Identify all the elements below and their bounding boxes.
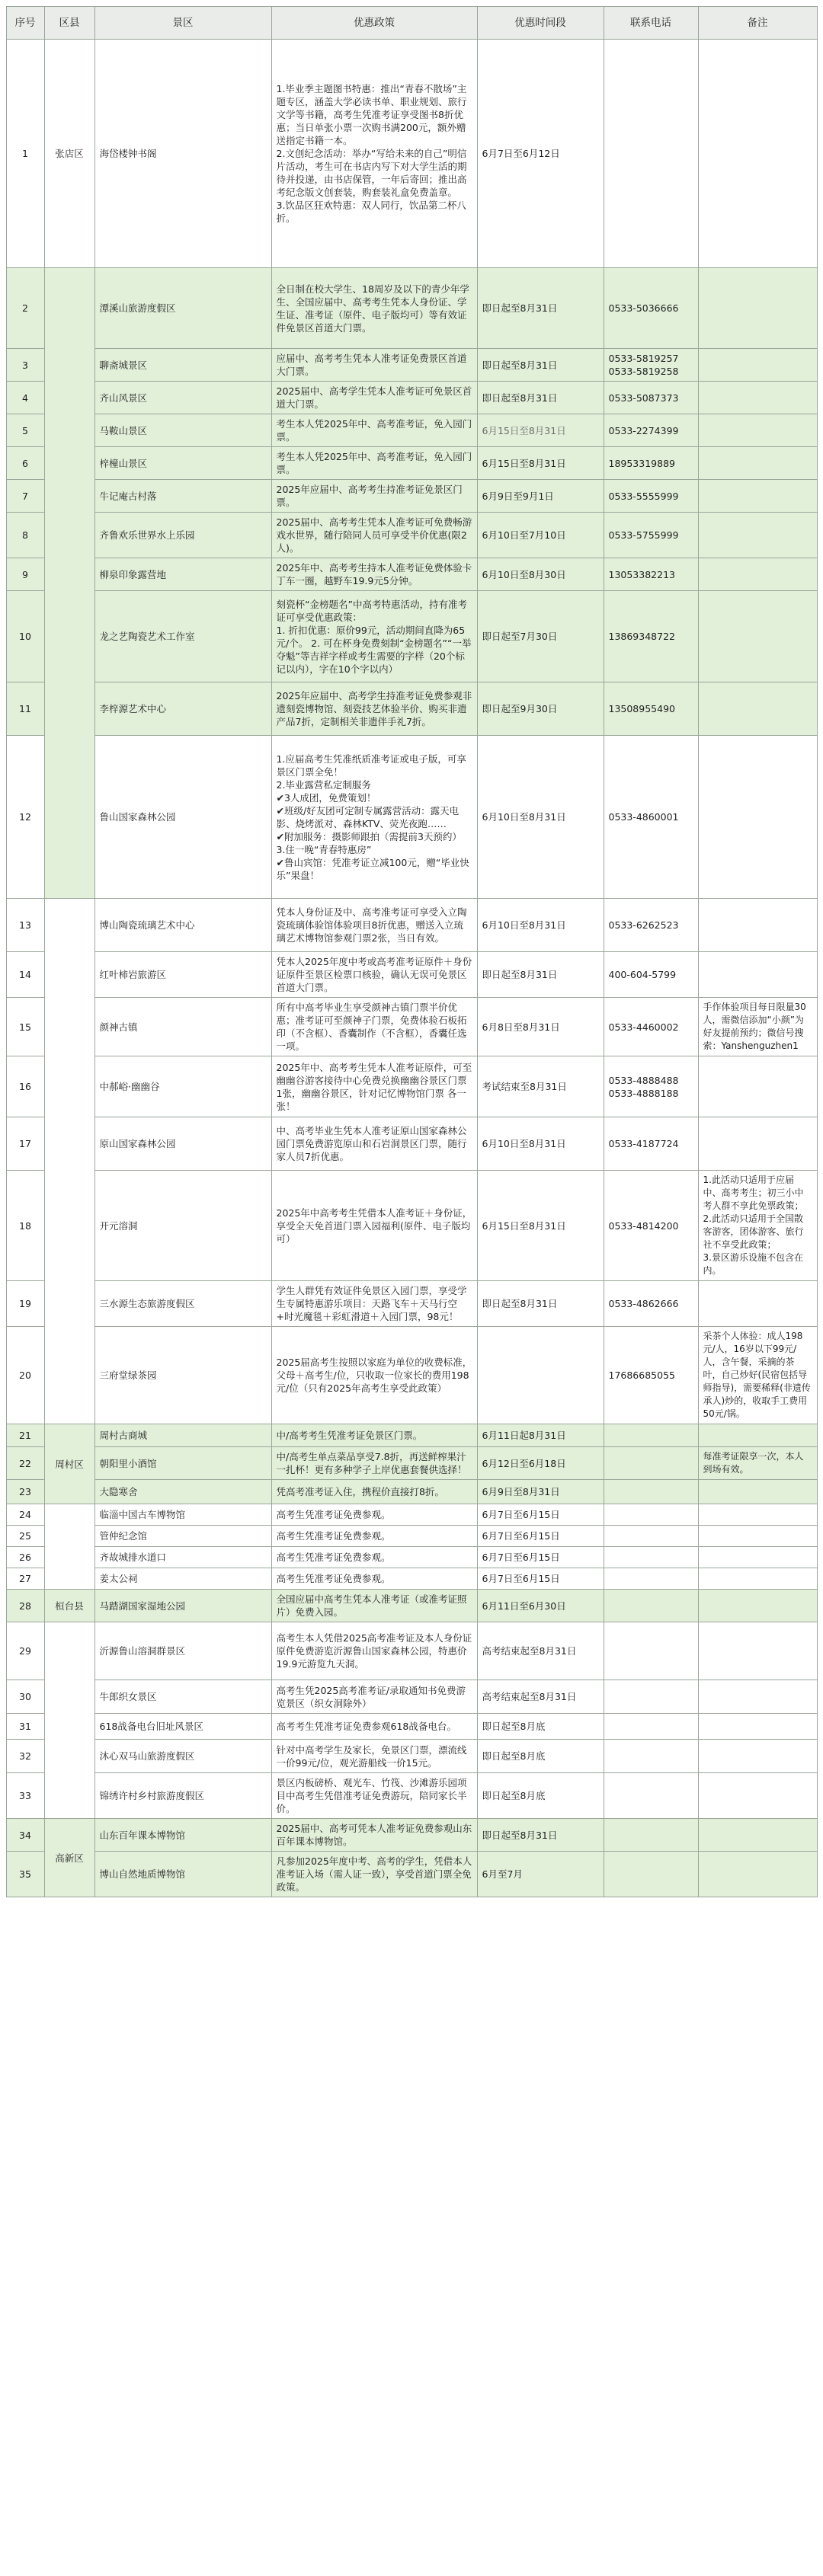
discount-policy: 2025年中高考考生凭借本人准考证＋身份证，享受全天免首道门票入园福利(原件、电子版均可） — [271, 1171, 477, 1281]
scenic-spot-name: 姜太公祠 — [94, 1568, 271, 1590]
discount-period: 6月9日至9月1日 — [477, 480, 604, 513]
scenic-spot-name: 梓橦山景区 — [94, 447, 271, 480]
contact-phone — [604, 1819, 698, 1852]
row-number: 23 — [6, 1480, 44, 1504]
scenic-spot-name: 柳泉印象露营地 — [94, 558, 271, 591]
remark — [698, 414, 817, 447]
remark — [698, 736, 817, 899]
remark — [698, 1773, 817, 1819]
table-row — [6, 1714, 817, 1740]
remark — [698, 1281, 817, 1327]
table-row — [6, 1056, 817, 1117]
scenic-spot-name: 管仲纪念馆 — [94, 1526, 271, 1547]
remark — [698, 1714, 817, 1740]
contact-phone — [604, 1852, 698, 1897]
remark — [698, 1117, 817, 1171]
discount-period: 高考结束起至8月31日 — [477, 1680, 604, 1714]
discount-period: 6月7日至6月15日 — [477, 1568, 604, 1590]
discount-period: 即日起至8月底 — [477, 1714, 604, 1740]
contact-phone: 0533-6262523 — [604, 899, 698, 952]
table-row — [6, 1819, 817, 1852]
discount-period: 即日起至8月31日 — [477, 268, 604, 349]
contact-phone — [604, 1447, 698, 1480]
discount-period: 6月11日起8月31日 — [477, 1424, 604, 1447]
row-number: 22 — [6, 1447, 44, 1480]
county-cell — [44, 1504, 94, 1590]
table-row — [6, 268, 817, 349]
scenic-spot-name: 博山自然地质博物馆 — [94, 1852, 271, 1897]
discount-policy: 2025届高考生按照以家庭为单位的收费标准，父母＋高考生/位，只收取一位家长的费用198元/位（只有2025年高考生享受此政策） — [271, 1327, 477, 1424]
table-row — [6, 447, 817, 480]
row-number: 27 — [6, 1568, 44, 1590]
scenic-spot-name: 周村古商城 — [94, 1424, 271, 1447]
discount-policy: 高考生凭2025高考准考证/录取通知书免费游览景区（织女洞除外） — [271, 1680, 477, 1714]
discount-period: 即日起至7月30日 — [477, 591, 604, 682]
discount-policy: 凭本人2025年度中考或高考准考证原件＋身份证原件至景区检票口核验，确认无误可免景区首道大门票。 — [271, 952, 477, 998]
remark — [698, 558, 817, 591]
remark — [698, 682, 817, 736]
contact-phone — [604, 1590, 698, 1622]
discount-period — [477, 1327, 604, 1424]
row-number: 3 — [6, 349, 44, 382]
row-number: 14 — [6, 952, 44, 998]
remark — [698, 1568, 817, 1590]
scenic-spot-name: 博山陶瓷琉璃艺术中心 — [94, 899, 271, 952]
remark — [698, 952, 817, 998]
discount-period: 即日起至8月31日 — [477, 1819, 604, 1852]
table-row — [6, 899, 817, 952]
contact-phone — [604, 1504, 698, 1526]
remark — [698, 1056, 817, 1117]
discount-policy: 凭高考准考证入住，携程价直接打8折。 — [271, 1480, 477, 1504]
table-row — [6, 952, 817, 998]
contact-phone — [604, 1714, 698, 1740]
table-row — [6, 1526, 817, 1547]
contact-phone: 0533-4860001 — [604, 736, 698, 899]
scenic-spot-name: 马鞍山景区 — [94, 414, 271, 447]
table-row — [6, 382, 817, 414]
scenic-spot-name: 开元溶洞 — [94, 1171, 271, 1281]
row-number: 15 — [6, 998, 44, 1056]
discount-period: 6月15日至8月31日 — [477, 1171, 604, 1281]
scenic-spot-name: 三府堂绿茶园 — [94, 1327, 271, 1424]
remark — [698, 1526, 817, 1547]
contact-phone — [604, 1622, 698, 1680]
row-number: 28 — [6, 1590, 44, 1622]
scenic-spot-name: 大隐寒舍 — [94, 1480, 271, 1504]
scenic-spot-name: 马踏湖国家湿地公园 — [94, 1590, 271, 1622]
contact-phone: 0533-4460002 — [604, 998, 698, 1056]
scenic-spot-name: 聊斋城景区 — [94, 349, 271, 382]
scenic-spot-name: 三水源生态旅游度假区 — [94, 1281, 271, 1327]
discount-policy: 2025届中、高考学生凭本人准考证可免景区首道大门票。 — [271, 382, 477, 414]
table-row — [6, 682, 817, 736]
discount-policy: 学生人群凭有效证件免景区入园门票，享受学生专属特惠游乐项目：天路飞车＋天马行空+时光魔毯＋彩虹滑道＋入园门票，98元！ — [271, 1281, 477, 1327]
remark — [698, 1424, 817, 1447]
contact-phone: 13508955490 — [604, 682, 698, 736]
contact-phone — [604, 1680, 698, 1714]
remark — [698, 1480, 817, 1504]
remark: 1.此活动只适用于应届中、高考考生；初三小中考人群不享此免票政策； 2.此活动只适用于全国散客游客，团体游客、旅行社不享受此政策； 3.景区游乐设施不包含在内。 — [698, 1171, 817, 1281]
remark — [698, 1740, 817, 1773]
header-scenic: 景区 — [94, 7, 271, 40]
scenic-spot-name: 红叶柿岩旅游区 — [94, 952, 271, 998]
row-number: 5 — [6, 414, 44, 447]
row-number: 17 — [6, 1117, 44, 1171]
discount-period: 即日起至8月31日 — [477, 1281, 604, 1327]
row-number: 10 — [6, 591, 44, 682]
row-number: 32 — [6, 1740, 44, 1773]
discount-policy: 考生本人凭2025年中、高考准考证，免入园门票。 — [271, 414, 477, 447]
remark — [698, 899, 817, 952]
discount-policy: 凭本人身份证及中、高考准考证可享受入立陶瓷琉璃体验馆体验项目8折优惠，赠送入立琉璃艺术博物馆参观门票2张，当日有效。 — [271, 899, 477, 952]
discount-policy: 2025年应届中、高考学生持准考证免费参观非遗刻瓷博物馆、刻瓷技艺体验半价、购买非遗产品7折，定制相关非遗伴手礼7折。 — [271, 682, 477, 736]
county-cell: 周村区 — [44, 1424, 94, 1504]
discount-policy: 全国应届中高考生凭本人准考证（或准考证照片）免费入园。 — [271, 1590, 477, 1622]
header-phone: 联系电话 — [604, 7, 698, 40]
row-number: 9 — [6, 558, 44, 591]
table-row — [6, 480, 817, 513]
row-number: 29 — [6, 1622, 44, 1680]
remark — [698, 40, 817, 268]
county-cell — [44, 899, 94, 1424]
discount-policy: 中/高考生单点菜品享受7.8折，再送鲜榨果汁一扎杯！更有多种学子上岸优惠套餐供选择！ — [271, 1447, 477, 1480]
discount-policy: 2025届中、高考可凭本人准考证免费参观山东百年课本博物馆。 — [271, 1819, 477, 1852]
table-row — [6, 1773, 817, 1819]
remark — [698, 1504, 817, 1526]
remark — [698, 382, 817, 414]
remark: 每准考证限享一次，本人到场有效。 — [698, 1447, 817, 1480]
discount-policy: 高考生凭准考证免费参观。 — [271, 1547, 477, 1568]
discount-period: 即日起至8月31日 — [477, 382, 604, 414]
discount-policy: 高考生凭准考证免费参观。 — [271, 1504, 477, 1526]
scenic-spot-name: 齐鲁欢乐世界水上乐园 — [94, 513, 271, 558]
header-county: 区县 — [44, 7, 94, 40]
county-cell: 高新区 — [44, 1819, 94, 1897]
contact-phone: 0533-5087373 — [604, 382, 698, 414]
row-number: 11 — [6, 682, 44, 736]
contact-phone: 13869348722 — [604, 591, 698, 682]
remark: 手作体验项目每日限量30人，需微信添加“小颜”为好友提前预约；微信号搜索：Yanshenguzhen1 — [698, 998, 817, 1056]
contact-phone — [604, 1568, 698, 1590]
row-number: 26 — [6, 1547, 44, 1568]
header-no: 序号 — [6, 7, 44, 40]
table-row — [6, 1171, 817, 1281]
row-number: 7 — [6, 480, 44, 513]
remark — [698, 591, 817, 682]
header-policy: 优惠政策 — [271, 7, 477, 40]
discount-policy-table — [6, 6, 818, 1897]
row-number: 33 — [6, 1773, 44, 1819]
row-number: 4 — [6, 382, 44, 414]
contact-phone: 18953319889 — [604, 447, 698, 480]
scenic-spot-name: 中郝峪·幽幽谷 — [94, 1056, 271, 1117]
discount-period: 即日起至8月31日 — [477, 349, 604, 382]
discount-policy: 高考生本人凭借2025高考准考证及本人身份证原件免费游览沂源鲁山国家森林公园，特惠价19.9元游览九天洞。 — [271, 1622, 477, 1680]
table-row — [6, 1680, 817, 1714]
scenic-spot-name: 颜神古镇 — [94, 998, 271, 1056]
contact-phone: 400-604-5799 — [604, 952, 698, 998]
discount-period: 考试结束至8月31日 — [477, 1056, 604, 1117]
table-row — [6, 1568, 817, 1590]
discount-policy: 1.应届高考生凭准纸质准考证或电子版，可享景区门票全免！ 2.毕业露营私定制服务 ✔3人成团，免费策划！ ✔班级/好友团可定制专属露营活动：露天电影、烧烤派对、森林KTV、荧光夜跑…… ✔附加服务：摄影师跟拍（需提前3天预约） 3.住一晚“青春特惠房” ✔鲁山宾馆：凭准考证立减100元，赠“毕业快乐”果盘！ — [271, 736, 477, 899]
discount-policy: 凡参加2025年度中考、高考的学生，凭借本人准考证入场（需人证一致），享受首道门票全免政策。 — [271, 1852, 477, 1897]
scenic-spot-name: 临淄中国古车博物馆 — [94, 1504, 271, 1526]
contact-phone: 0533-5036666 — [604, 268, 698, 349]
contact-phone — [604, 1740, 698, 1773]
discount-policy: 中、高考毕业生凭本人准考证原山国家森林公园门票免费游览原山和石岩洞景区门票，随行家人员7折优惠。 — [271, 1117, 477, 1171]
table-row — [6, 1504, 817, 1526]
remark — [698, 1852, 817, 1897]
contact-phone: 0533-5555999 — [604, 480, 698, 513]
discount-period: 6月15日至8月31日 — [477, 447, 604, 480]
scenic-spot-name: 山东百年课本博物馆 — [94, 1819, 271, 1852]
scenic-spot-name: 朝阳里小酒馆 — [94, 1447, 271, 1480]
table-row — [6, 349, 817, 382]
discount-period: 高考结束起至8月31日 — [477, 1622, 604, 1680]
table-row — [6, 513, 817, 558]
contact-phone: 0533-5755999 — [604, 513, 698, 558]
discount-period: 6月至7月 — [477, 1852, 604, 1897]
discount-period: 6月7日至6月15日 — [477, 1526, 604, 1547]
contact-phone — [604, 1547, 698, 1568]
contact-phone — [604, 1773, 698, 1819]
discount-period: 6月10日至7月10日 — [477, 513, 604, 558]
row-number: 31 — [6, 1714, 44, 1740]
table-row — [6, 1622, 817, 1680]
row-number: 25 — [6, 1526, 44, 1547]
discount-period: 6月9日至8月31日 — [477, 1480, 604, 1504]
discount-period: 6月10日至8月31日 — [477, 899, 604, 952]
remark — [698, 268, 817, 349]
scenic-spot-name: 齐山风景区 — [94, 382, 271, 414]
row-number: 18 — [6, 1171, 44, 1281]
discount-policy: 针对中高考学生及家长，免景区门票，漂流线一价99元/位，观光游船线一价15元。 — [271, 1740, 477, 1773]
row-number: 24 — [6, 1504, 44, 1526]
scenic-spot-name: 沐心双马山旅游度假区 — [94, 1740, 271, 1773]
discount-policy: 考生本人凭2025年中、高考准考证，免入园门票。 — [271, 447, 477, 480]
discount-policy: 高考考生凭准考证免费参观618战备电台。 — [271, 1714, 477, 1740]
discount-period: 即日起至8月31日 — [477, 952, 604, 998]
remark — [698, 447, 817, 480]
county-cell: 桓台县 — [44, 1590, 94, 1622]
row-number: 6 — [6, 447, 44, 480]
table-row — [6, 1424, 817, 1447]
discount-period: 6月7日至6月12日 — [477, 40, 604, 268]
contact-phone: 0533-4862666 — [604, 1281, 698, 1327]
scenic-spot-name: 原山国家森林公园 — [94, 1117, 271, 1171]
table-row — [6, 40, 817, 268]
discount-policy: 刻瓷杯“金榜题名”中高考特惠活动，持有准考证可享受优惠政策： 1. 折扣优惠：原价99元，活动期间直降为65元/个。 2. 可在杯身免费刻制“金榜题名”“一举夺魁”等吉祥字样或考生需要的字样（20个标记以内），字在10个字以内） — [271, 591, 477, 682]
table-row — [6, 558, 817, 591]
table-row — [6, 998, 817, 1056]
discount-policy: 应届中、高考考生凭本人准考证免费景区首道大门票。 — [271, 349, 477, 382]
table-row — [6, 1547, 817, 1568]
table-row — [6, 414, 817, 447]
discount-policy: 所有中高考毕业生享受颜神古镇门票半价优惠；准考证可至颜神子门票，免费体验石板拓印（不含框）、香囊制作（不含框），香囊任选一项。 — [271, 998, 477, 1056]
discount-policy: 2025年应届中、高考考生持准考证免景区门票。 — [271, 480, 477, 513]
row-number: 30 — [6, 1680, 44, 1714]
discount-period: 6月7日至6月15日 — [477, 1504, 604, 1526]
header-row — [6, 7, 817, 40]
discount-policy: 2025年中、高考考生凭本人准考证原件，可至幽幽谷游客接待中心免费兑换幽幽谷景区门票1张，幽幽谷景区，针对记忆博物馆门票 各一张！ — [271, 1056, 477, 1117]
row-number: 34 — [6, 1819, 44, 1852]
discount-policy: 2025届中、高考考生凭本人准考证可免费畅游戏水世界，随行陪同人员可享受半价优惠(限2人)。 — [271, 513, 477, 558]
row-number: 20 — [6, 1327, 44, 1424]
row-number: 35 — [6, 1852, 44, 1897]
discount-policy: 中/高考考生凭准考证免景区门票。 — [271, 1424, 477, 1447]
scenic-spot-name: 李梓源艺术中心 — [94, 682, 271, 736]
county-cell — [44, 268, 94, 899]
contact-phone: 0533-4187724 — [604, 1117, 698, 1171]
row-number: 12 — [6, 736, 44, 899]
scenic-spot-name: 牛郎织女景区 — [94, 1680, 271, 1714]
table-row — [6, 591, 817, 682]
remark — [698, 1622, 817, 1680]
scenic-spot-name: 海岱楼钟书阁 — [94, 40, 271, 268]
discount-policy: 高考生凭准考证免费参观。 — [271, 1568, 477, 1590]
remark — [698, 513, 817, 558]
contact-phone: 13053382213 — [604, 558, 698, 591]
discount-period: 6月10日至8月31日 — [477, 1117, 604, 1171]
contact-phone — [604, 40, 698, 268]
row-number: 19 — [6, 1281, 44, 1327]
discount-policy: 2025年中、高考考生持本人准考证免费体验卡丁车一圈，越野车19.9元5分钟。 — [271, 558, 477, 591]
row-number: 2 — [6, 268, 44, 349]
remark — [698, 1547, 817, 1568]
row-number: 1 — [6, 40, 44, 268]
discount-policy: 全日制在校大学生、18周岁及以下的青少年学生、全国应届中、高考考生凭本人身份证、学生证、准考证（原件、电子版均可）等有效证件免景区首道大门票。 — [271, 268, 477, 349]
scenic-spot-name: 沂源鲁山溶洞群景区 — [94, 1622, 271, 1680]
table-row — [6, 1117, 817, 1171]
header-note: 备注 — [698, 7, 817, 40]
discount-period: 即日起至8月底 — [477, 1773, 604, 1819]
row-number: 8 — [6, 513, 44, 558]
row-number: 16 — [6, 1056, 44, 1117]
contact-phone — [604, 1526, 698, 1547]
scenic-spot-name: 锦绣许村乡村旅游度假区 — [94, 1773, 271, 1819]
remark — [698, 349, 817, 382]
discount-period: 6月8日至8月31日 — [477, 998, 604, 1056]
table-row — [6, 1852, 817, 1897]
table-row — [6, 1281, 817, 1327]
row-number: 13 — [6, 899, 44, 952]
table-row — [6, 736, 817, 899]
contact-phone — [604, 1480, 698, 1504]
scenic-spot-name: 鲁山国家森林公园 — [94, 736, 271, 899]
contact-phone: 0533-4888488 0533-4888188 — [604, 1056, 698, 1117]
discount-policy: 高考生凭准考证免费参观。 — [271, 1526, 477, 1547]
scenic-spot-name: 618战备电台旧址风景区 — [94, 1714, 271, 1740]
discount-period: 即日起至9月30日 — [477, 682, 604, 736]
county-cell — [44, 1622, 94, 1819]
remark — [698, 1680, 817, 1714]
scenic-spot-name: 潭溪山旅游度假区 — [94, 268, 271, 349]
contact-phone: 0533-4814200 — [604, 1171, 698, 1281]
remark: 采茶个人体验：成人198元/人，16岁以下99元/人，含午餐，采摘的茶叶，自己炒好(民宿包括导师指导)，需要稀释(非遗传承人)炒的，收取手工费用50元/锅。 — [698, 1327, 817, 1424]
remark — [698, 1819, 817, 1852]
discount-period: 6月10日至8月31日 — [477, 736, 604, 899]
discount-period: 6月7日至6月15日 — [477, 1547, 604, 1568]
remark — [698, 1590, 817, 1622]
contact-phone: 0533-5819257 0533-5819258 — [604, 349, 698, 382]
table-row — [6, 1447, 817, 1480]
row-number: 21 — [6, 1424, 44, 1447]
county-cell: 张店区 — [44, 40, 94, 268]
discount-period: 6月10日至8月30日 — [477, 558, 604, 591]
contact-phone: 0533-2274399 — [604, 414, 698, 447]
scenic-spot-name: 牛记庵古村落 — [94, 480, 271, 513]
table-row — [6, 1327, 817, 1424]
table-row — [6, 1740, 817, 1773]
table-row — [6, 1590, 817, 1622]
header-time: 优惠时间段 — [477, 7, 604, 40]
discount-period: 6月15日至8月31日 — [477, 414, 604, 447]
discount-period: 6月12日至6月18日 — [477, 1447, 604, 1480]
contact-phone: 17686685055 — [604, 1327, 698, 1424]
remark — [698, 480, 817, 513]
discount-period: 即日起至8月底 — [477, 1740, 604, 1773]
scenic-spot-name: 齐故城排水道口 — [94, 1547, 271, 1568]
table-row — [6, 1480, 817, 1504]
discount-policy: 1.毕业季主题图书特惠：推出“青春不散场”主题专区，涵盖大学必读书单、职业规划、旅行文学等书籍，高考生凭准考证享受图书8折优惠；当日单张小票一次购书满200元，额外赠送指定书籍一本。 2.文创纪念活动：举办“写给未来的自己”明信片活动，考生可在书店内写下对大学生活的期待并投递，由书店保管，一年后寄回；推出高考纪念版文创套装，购套装礼盒免费盖章。 3.饮品区狂欢特惠：双人同行，饮品第二杯八折。 — [271, 40, 477, 268]
scenic-spot-name: 龙之艺陶瓷艺术工作室 — [94, 591, 271, 682]
discount-period: 6月11日至6月30日 — [477, 1590, 604, 1622]
contact-phone — [604, 1424, 698, 1447]
discount-policy: 景区内板磅桥、观光车、竹筏、沙滩游乐园项目中高考生凭借准考证免费游玩，陪同家长半价。 — [271, 1773, 477, 1819]
